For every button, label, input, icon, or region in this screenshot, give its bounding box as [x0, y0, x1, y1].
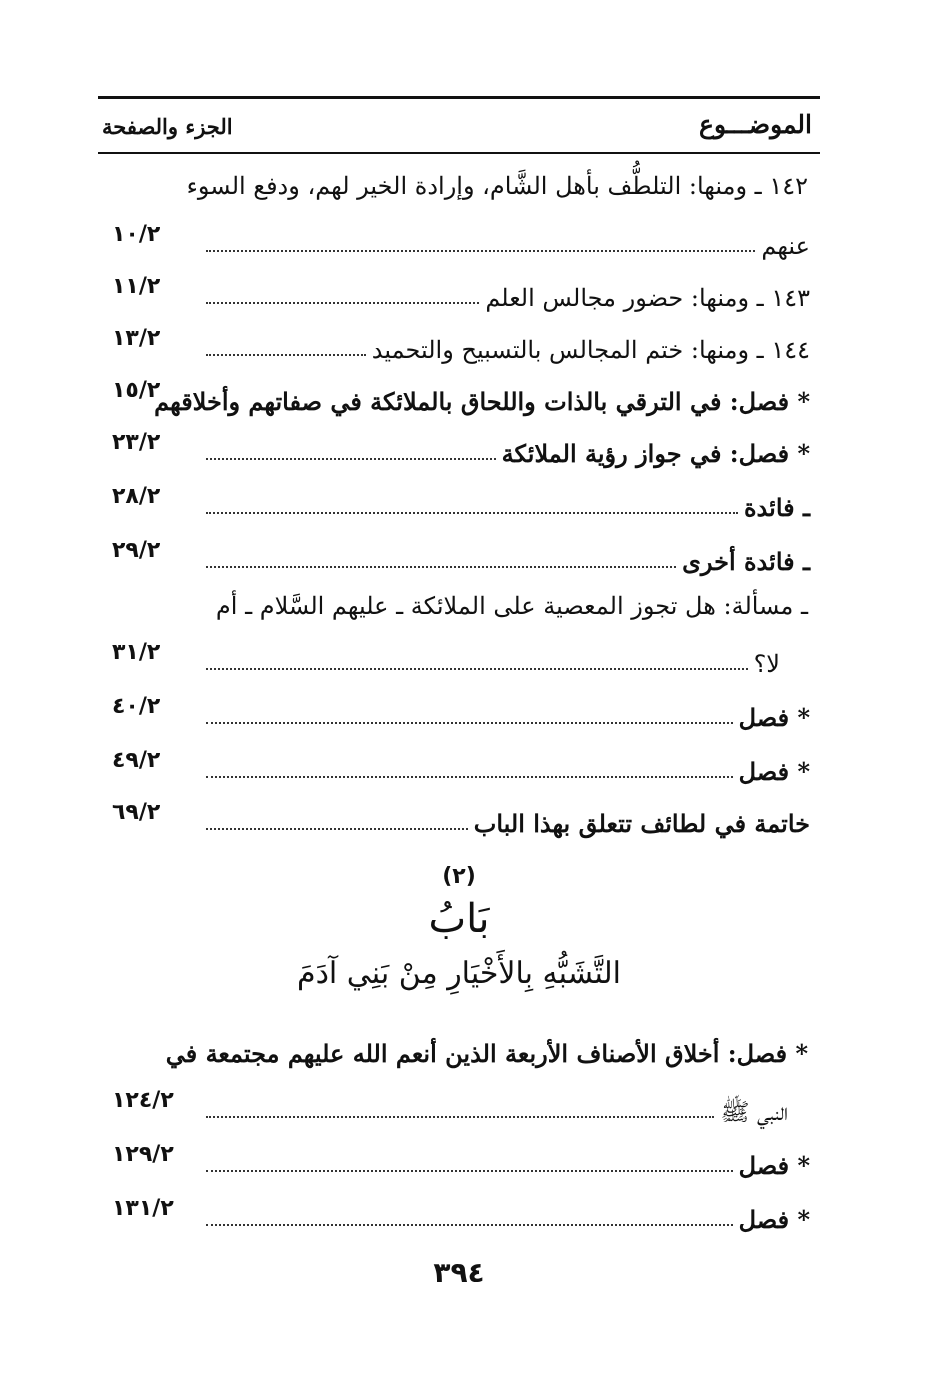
- toc-entry: [98, 694, 820, 734]
- toc-entry: [98, 378, 820, 418]
- entry-page: ١٢٩/٢: [112, 1142, 174, 1167]
- leader-dots: [206, 827, 468, 830]
- leader-dots: [206, 301, 479, 304]
- toc-entry: [98, 1142, 820, 1182]
- leader-dots: [206, 457, 496, 460]
- page-number: ٣٩٤: [433, 1256, 485, 1289]
- leader-dots: [206, 1169, 733, 1172]
- leader-dots: [206, 565, 676, 568]
- entry-page: ٤٩/٢: [112, 748, 161, 773]
- entry-page: ١٥/٢: [112, 378, 161, 403]
- entry-text: ـ فائدة أخرى: [682, 547, 810, 576]
- entry-page: ١١/٢: [112, 274, 161, 299]
- entry-page: ٦٩/٢: [112, 800, 161, 825]
- entry-text: * فصل: في الترقي بالذات واللحاق بالملائكة في صفاتهم وأخلاقهم: [154, 387, 810, 416]
- entry-text-line1: ١٤٢ ـ ومنها: التلطُّف بأهل الشَّام، وإرادة الخير لهم، ودفع السوء: [186, 172, 808, 200]
- entry-page: ٢٩/٢: [112, 538, 161, 563]
- toc-header: [98, 104, 820, 148]
- entry-text: ١٤٤ ـ ومنها: ختم المجالس بالتسبيح والتحميد: [371, 336, 810, 364]
- entry-text: * فصل: [738, 1151, 810, 1180]
- toc-entry: [98, 326, 820, 366]
- entry-page: ٢٣/٢: [112, 430, 161, 455]
- leader-dots: [206, 1115, 714, 1118]
- entry-text-line2: النبي ﷺ: [720, 1098, 788, 1126]
- entry-page: ١٣١/٢: [112, 1196, 174, 1221]
- chapter-subtitle: التَّشَبُّهِ بِالأَخْيَارِ مِنْ بَنِي آدَمَ: [297, 956, 621, 991]
- leader-dots: [206, 249, 755, 252]
- entry-page: ٤٠/٢: [112, 694, 161, 719]
- entry-text-line1: * فصل: أخلاق الأصناف الأربعة الذين أنعم الله عليهم مجتمعة في: [165, 1039, 808, 1068]
- top-rule: [98, 96, 820, 99]
- toc-entry: [98, 800, 820, 840]
- toc-entry: [98, 430, 820, 470]
- header-rule: [98, 152, 820, 154]
- entry-text: ـ فائدة: [743, 493, 810, 522]
- entry-text-line2: لا؟: [753, 650, 780, 678]
- toc-entry: [98, 1196, 820, 1236]
- toc-page: [98, 96, 820, 1316]
- leader-dots: [206, 667, 748, 670]
- leader-dots: [206, 511, 738, 514]
- header-topic: الموضـــوع: [699, 110, 812, 139]
- entry-text: * فصل: [738, 757, 810, 786]
- entry-text-line1: ـ مسألة: هل تجوز المعصية على الملائكة ـ عليهم السَّلام ـ أم: [215, 592, 808, 620]
- toc-entry: [98, 748, 820, 788]
- entry-text-line2: عنهم: [761, 232, 810, 260]
- entry-page: ١٢٤/٢: [112, 1088, 174, 1113]
- leader-dots: [206, 721, 733, 724]
- leader-dots: [206, 353, 366, 356]
- leader-dots: [206, 775, 733, 778]
- entry-text: خاتمة في لطائف تتعلق بهذا الباب: [473, 809, 810, 838]
- header-volume-page: الجزء والصفحة: [102, 114, 233, 139]
- toc-entry: [98, 274, 820, 314]
- toc-entry: [98, 484, 820, 524]
- entry-page: ١٣/٢: [112, 326, 161, 351]
- leader-dots: [206, 1223, 733, 1226]
- entry-text: * فصل: في جواز رؤية الملائكة: [501, 439, 810, 468]
- entry-text: * فصل: [738, 1205, 810, 1234]
- toc-entry: [98, 538, 820, 578]
- chapter-number: (٢): [442, 864, 476, 889]
- entry-text: ١٤٣ ـ ومنها: حضور مجالس العلم: [485, 284, 810, 312]
- entry-page: ١٠/٢: [112, 222, 161, 247]
- entry-page: ٢٨/٢: [112, 484, 161, 509]
- chapter-title: بَابُ: [428, 896, 490, 942]
- entry-page: ٣١/٢: [112, 640, 161, 665]
- entry-text: * فصل: [738, 703, 810, 732]
